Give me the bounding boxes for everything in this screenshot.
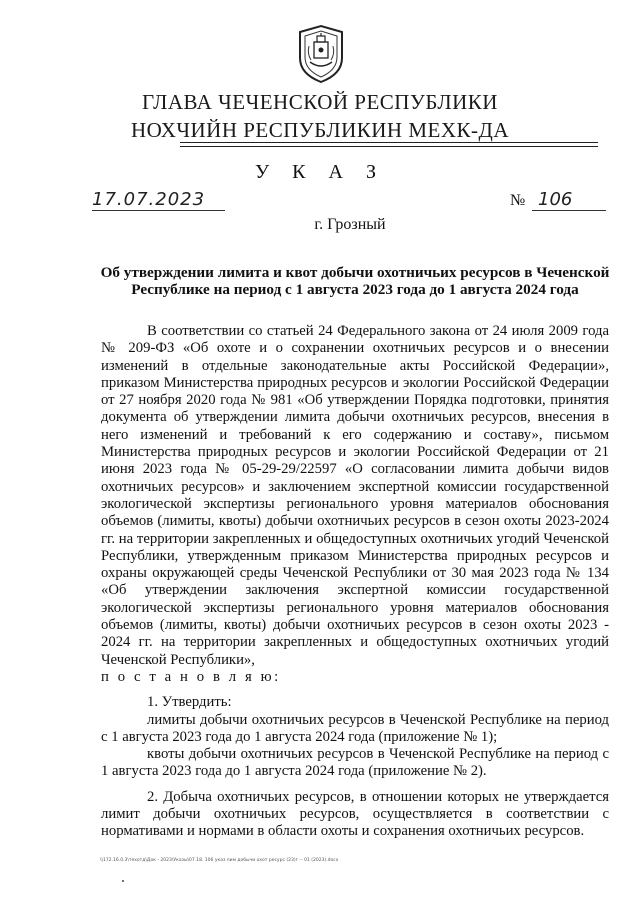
decree-body	[101, 323, 609, 841]
file-path-footer: \\172.16.0.3\техотд\Док - 2023\Указы\07.18. 106 указ лим добычи охот ресурс (23)г -- 01 (2023).docx	[100, 858, 339, 863]
header-rule-top	[180, 142, 598, 143]
decree-date: 17.07.2023	[92, 190, 225, 211]
item-1-heading: 1. Утвердить:	[147, 694, 232, 711]
header-title-ce: НОХЧИЙН РЕСПУБЛИКИН МЕХК-ДА	[131, 118, 509, 142]
decree-title: Об утверждении лимита и квот добычи охотничьих ресурсов в Чеченской Республике на период с 1 августа 2023 года до 1 августа 2024 года	[100, 264, 610, 298]
coat-of-arms-icon	[296, 24, 346, 84]
preamble-paragraph: В соответствии со статьей 24 Федерального закона от 24 июля 2009 года № 209-ФЗ «Об охоте и о сохранении охотничьих ресурсов и о внесении изменений в отдельные законодательные акты Российской Федерации», приказом Министерства природных ресурсов и экологии Российской Федерации от 27 ноября 2020 года № 981 «Об утверждении Порядка подготовки, принятия документа об утверждении лимита добычи охотничьих ресурсов, внесения в него изменений и требований к его содержанию и составу», письмом Министерства природных ресурсов и экологии Российской Федерации от 21 июня 2023 года № 05-29-29/22597 «О согласовании лимита добычи видов охотничьих ресурсов» и заключением экспертной комиссии государственной экологической экспертизы регионального уровня материалов обоснования объемов (лимиты, квоты) добычи охотничьих ресурсов в сезон охоты 2023-2024 гг. на территории закрепленных и общедоступных охотничьих угодий Чеченской Республики, утвержденным приказом Министерства природных ресурсов и охраны окружающей среды Чеченской Республики от 30 мая 2023 года № 134 «Об утверждении заключения экспертной комиссии государственной экологической экспертизы регионального уровня материалов обоснования объемов (лимиты, квоты) добычи охотничьих ресурсов в сезон охоты 2023 - 2024 гг. на территории закрепленных и общедоступных охотничьих угодий Чеченской Республики»,	[101, 323, 609, 668]
item-2-paragraph: 2. Добыча охотничьих ресурсов, в отношении которых не утверждается лимит добычи охотничьих ресурсов, осуществляется в соответствии с нормативами и нормами в области охоты и сохранения охотничьих ресурсов.	[101, 788, 609, 840]
header-title-ru: ГЛАВА ЧЕЧЕНСКОЙ РЕСПУБЛИКИ	[142, 90, 498, 114]
page-mark	[122, 880, 124, 882]
decree-city: г. Грозный	[314, 216, 386, 233]
resolve-word: п о с т а н о в л я ю:	[101, 668, 281, 685]
decree-number-label: №	[510, 192, 526, 209]
header-rule-bottom	[180, 146, 598, 147]
item-1-quotas: квоты добычи охотничьих ресурсов в Чеченской Республике на период с 1 августа 2023 года до 1 августа 2024 года (приложение № 2).	[101, 746, 609, 780]
decree-number: 106	[532, 190, 606, 211]
decree-type: У К А З	[255, 161, 385, 183]
item-1-limits: лимиты добычи охотничьих ресурсов в Чеченской Республике на период с 1 августа 2023 года до 1 августа 2024 года (приложение № 1);	[101, 711, 609, 745]
